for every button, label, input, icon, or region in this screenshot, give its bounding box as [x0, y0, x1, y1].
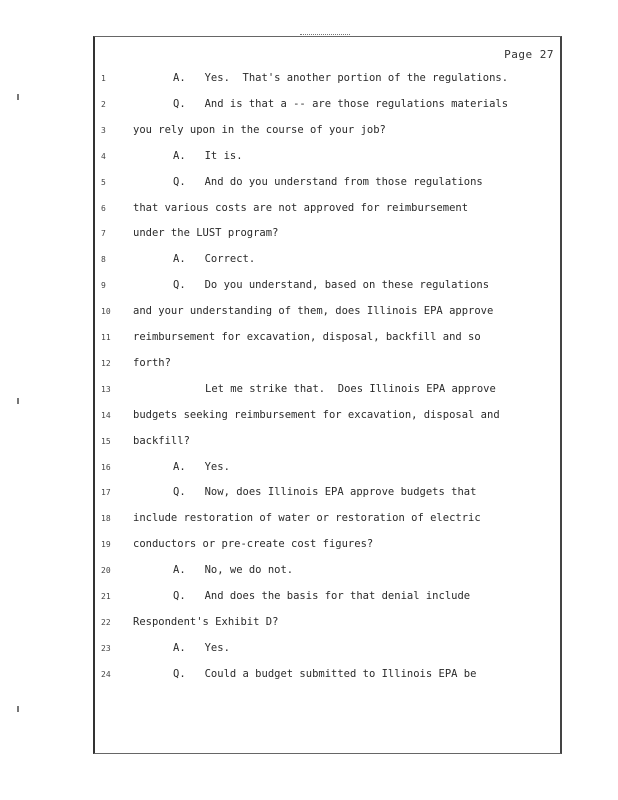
transcript-line [93, 409, 562, 427]
line-number: 19 [101, 540, 111, 550]
line-number: 21 [101, 592, 111, 601]
line-text: budgets seeking reimbursement for excavation, disposal and [133, 408, 500, 421]
line-number: 17 [101, 488, 111, 498]
line-text: A. No, we do not. [173, 564, 294, 577]
line-number: 22 [101, 617, 111, 627]
line-number: 15 [101, 436, 111, 446]
line-text: A. Correct. [173, 253, 256, 266]
line-text: forth? [133, 356, 171, 369]
transcript-line [93, 564, 562, 582]
transcript-line [93, 305, 562, 323]
line-number: 20 [101, 566, 111, 576]
transcript-line [93, 512, 562, 530]
line-number: 11 [101, 333, 111, 342]
line-text: Q. And do you understand from those regulations [173, 175, 483, 188]
line-number: 23 [101, 643, 111, 653]
line-number: 16 [101, 462, 111, 472]
transcript-line [93, 150, 562, 168]
line-text: include restoration of water or restoration of electric [133, 512, 481, 525]
transcript-line [93, 253, 562, 271]
transcript-line [93, 616, 562, 634]
transcript-line [93, 435, 562, 453]
line-text: backfill? [133, 434, 190, 447]
line-number: 2 [101, 99, 106, 109]
line-number: 18 [101, 514, 111, 524]
line-number: 9 [101, 281, 106, 291]
line-number: 14 [101, 410, 111, 420]
hole-punch-mark [17, 706, 19, 712]
transcript-line [93, 124, 562, 142]
line-number: 1 [101, 74, 106, 83]
line-text: conductors or pre-create cost figures? [133, 538, 374, 551]
line-text: A. Yes. That's another portion of the regulations. [173, 72, 509, 84]
transcript-line [93, 72, 562, 90]
transcript-line [93, 279, 562, 297]
transcript-line [93, 227, 562, 245]
transcript-line [93, 176, 562, 194]
transcript-line [93, 642, 562, 660]
line-text: and your understanding of them, does Illinois EPA approve [133, 305, 494, 318]
line-number: 10 [101, 307, 111, 317]
line-text: reimbursement for excavation, disposal, backfill and so [133, 331, 481, 343]
line-text: A. It is. [173, 149, 243, 162]
line-number: 6 [101, 203, 106, 213]
page-number: Page 27 [504, 48, 554, 61]
hole-punch-mark [17, 94, 19, 100]
line-text: Let me strike that. Does Illinois EPA approve [205, 382, 496, 395]
line-text: Respondent's Exhibit D? [133, 615, 279, 628]
transcript-line [93, 98, 562, 116]
line-text: A. Yes. [173, 641, 230, 654]
line-text: under the LUST program? [133, 227, 279, 240]
transcript-line [93, 668, 562, 686]
line-number: 7 [101, 229, 106, 239]
transcript-line [93, 590, 562, 608]
transcript-line [93, 202, 562, 220]
line-number: 3 [101, 125, 106, 135]
transcript-line [93, 357, 562, 375]
line-number: 13 [101, 384, 111, 394]
line-text: A. Yes. [173, 460, 230, 473]
transcript-line [93, 461, 562, 479]
transcript-line [93, 331, 562, 349]
line-number: 4 [101, 151, 106, 161]
line-text: Q. Could a budget submitted to Illinois EPA be [173, 667, 477, 680]
transcript-line [93, 383, 562, 401]
line-number: 8 [101, 255, 106, 265]
line-text: Q. Now, does Illinois EPA approve budgets that [173, 486, 477, 499]
line-number: 24 [101, 669, 111, 679]
transcript-line [93, 486, 562, 504]
line-text: Q. And does the basis for that denial include [173, 590, 471, 602]
line-number: 12 [101, 358, 111, 368]
transcript-line [93, 538, 562, 556]
line-text: Q. And is that a -- are those regulations materials [173, 97, 509, 110]
line-text: Q. Do you understand, based on these regulations [173, 279, 490, 292]
hole-punch-mark [17, 398, 19, 404]
line-text: that various costs are not approved for reimbursement [133, 201, 469, 214]
line-number: 5 [101, 177, 106, 187]
line-text: you rely upon in the course of your job? [133, 123, 386, 136]
